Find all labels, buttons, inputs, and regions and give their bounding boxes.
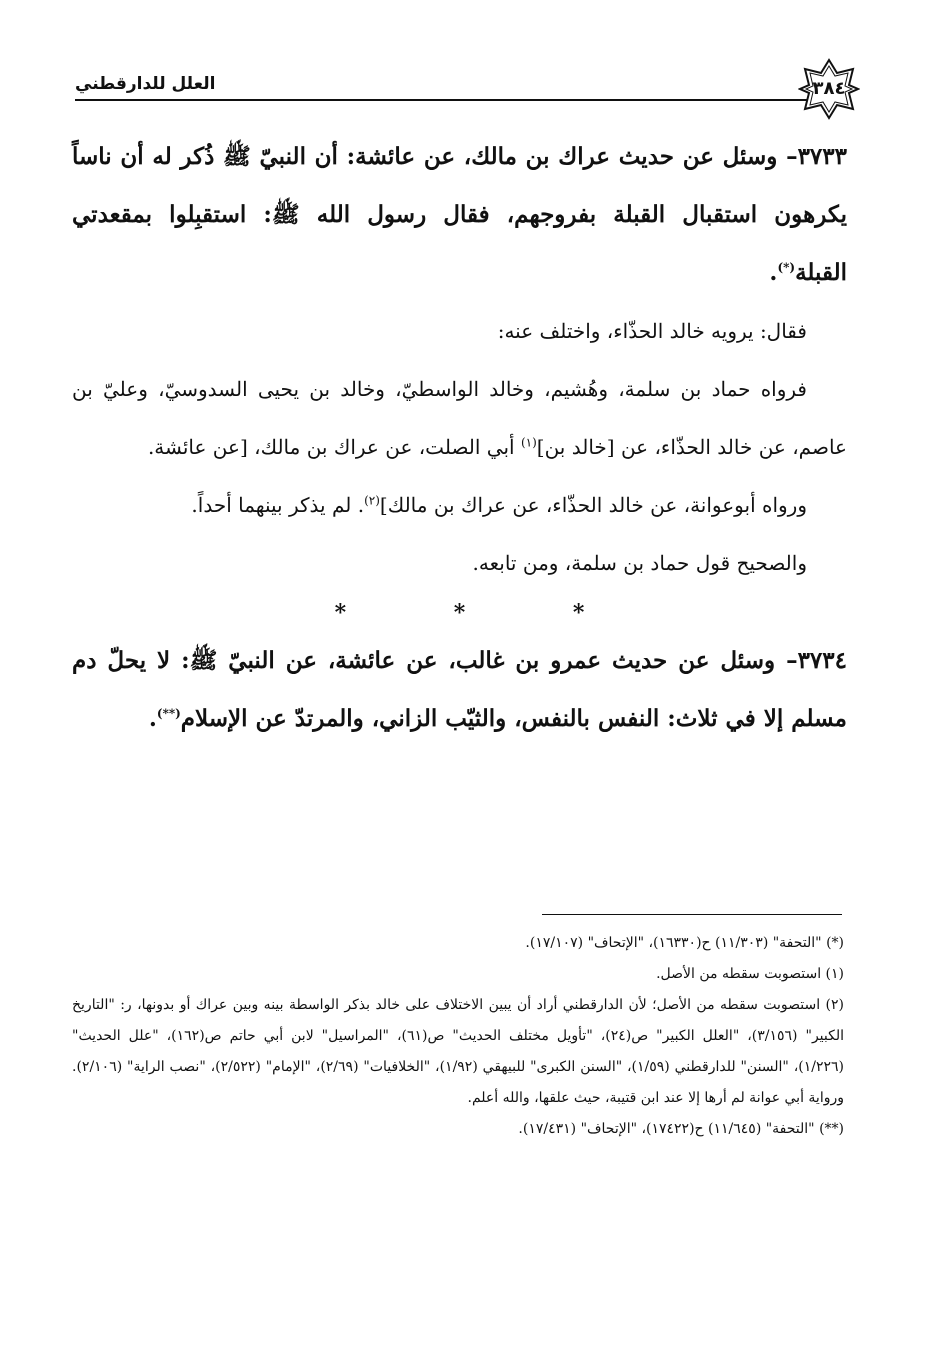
footnote-1: (١) استصوبت سقطه من الأصل. bbox=[656, 966, 844, 982]
entry-3733: ٣٧٣٣– وسئل عن حديث عراك بن مالك، عن عائشة: أن النبيّ ﷺ ذُكر له أن ناساً يكرهون استقبال القبلة بفروجهم، فقال رسول الله ﷺ: استقبِلوا بمقعدتي القبلة(*). bbox=[72, 143, 847, 286]
paragraph-1: فقال: يرويه خالد الحذّاء، واختلف عنه: bbox=[497, 319, 807, 343]
paragraph-2-text-b: أبي الصلت، عن عراك بن مالك، [عن عائشة. bbox=[147, 435, 521, 459]
running-header bbox=[75, 58, 860, 114]
entry-3734-text: ٣٧٣٤– وسئل عن حديث عمرو بن غالب، عن عائشة، عن النبيّ ﷺ: لا يحلّ دم مسلم إلا في ثلاث: النفس بالنفس، والثيّب الزاني، والمرتدّ عن الإسلام bbox=[72, 647, 847, 732]
header-rule bbox=[75, 99, 810, 101]
entry-3734: ٣٧٣٤– وسئل عن حديث عمرو بن غالب، عن عائشة، عن النبيّ ﷺ: لا يحلّ دم مسلم إلا في ثلاث: النفس بالنفس، والثيّب الزاني، والمرتدّ عن الإسلام(**). bbox=[72, 647, 847, 732]
footnote-double-star: (**) "التحفة" (١١/٦٤٥) ح(١٧٤٢٢)، "الإتحاف" (١٧/٤٣١). bbox=[518, 1121, 844, 1137]
paragraph-2 bbox=[72, 360, 847, 476]
section-separator: * * * bbox=[334, 600, 635, 626]
paragraph-4: والصحيح قول حماد بن سلمة، ومن تابعه. bbox=[472, 551, 807, 575]
paragraph-2-text-a: فرواه حماد بن سلمة، وهُشيم، وخالد الواسطيّ، وخالد بن يحيى السدوسيّ، وعليّ بن عاصم، عن خالد الحذّاء، عن [خالد بن] bbox=[72, 377, 847, 459]
footnote-marker-2: (٢) bbox=[364, 493, 380, 508]
paragraph-3 bbox=[72, 476, 847, 534]
footnote-marker-double-star: (**) bbox=[156, 706, 181, 721]
footnote-star: (*) "التحفة" (١١/٣٠٣) ح(١٦٣٣٠)، "الإتحاف" (١٧/١٠٧). bbox=[525, 935, 844, 951]
page-number: ٣٨٤ bbox=[812, 78, 846, 99]
footnote-marker-star: (*) bbox=[777, 260, 796, 275]
entry-3733-text: ٣٧٣٣– وسئل عن حديث عراك بن مالك، عن عائشة: أن النبيّ ﷺ ذُكر له أن ناساً يكرهون استقبال القبلة بفروجهم، فقال رسول الله ﷺ: استقبِلوا بمقعدتي القبلة bbox=[72, 143, 847, 286]
paragraph-3-text-a: ورواه أبوعوانة، عن خالد الحذّاء، عن عراك بن مالك] bbox=[379, 493, 807, 517]
footnote-2: (٢) استصوبت سقطه من الأصل؛ لأن الدارقطني أراد أن يبين الاختلاف على خالد بذكر الواسطة بينه وبين عراك أو بدونها، ر: "التاريخ الكبير" (٣/١٥٦)، "العلل الكبير" ص(٢٤)، "تأويل مختلف الحديث" ص(٦١)، "المراسيل" لابن أبي حاتم ص(١٦٢)، "علل الحديث" (١/٢٢٦)، "السنن" للدارقطني (١/٥٩)، "السنن الكبرى" للبيهقي (١/٩٢)، "الخلافيات" (٢/٦٩)، "الإمام" (٢/٥٢٢)، "نصب الراية" (٢/١٠٦). ورواية أبي عوانة لم أرها إلا عند ابن قتيبة، حيث علقها، والله أعلم. bbox=[72, 997, 845, 1106]
main-text bbox=[72, 128, 847, 748]
footnotes bbox=[72, 928, 844, 1145]
page-number-badge bbox=[798, 58, 860, 120]
footnote-rule bbox=[542, 914, 842, 915]
footnote-marker-1: (١) bbox=[520, 435, 537, 450]
book-title: العلل للدارقطني bbox=[75, 74, 216, 94]
paragraph-3-text-b: . لم يذكر بينهما أحداً. bbox=[191, 493, 365, 517]
